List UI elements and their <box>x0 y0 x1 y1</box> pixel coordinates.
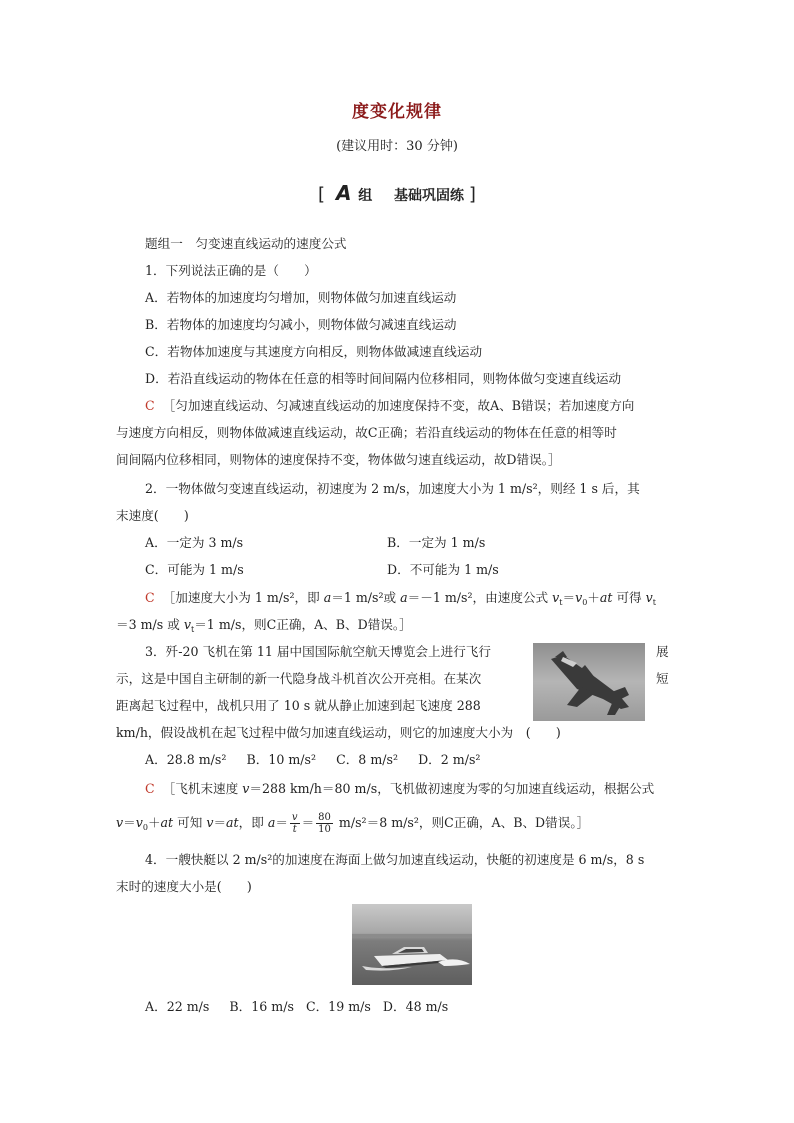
fraction-v-over-t: $\frac{v}{t}$ <box>291 812 298 835</box>
topic-heading: 题组一 匀变速直线运动的速度公式 <box>145 236 347 251</box>
q2-option-c: C．可能为 1 m/s <box>145 562 244 577</box>
q3-option-b: B．10 m/s² <box>246 752 317 767</box>
group-letter: A <box>335 181 352 205</box>
q4-option-d: D．48 m/s <box>382 999 449 1014</box>
q2-option-a: A．一定为 3 m/s <box>145 535 244 550</box>
q3-line1: 3．歼-20 飞机在第 11 届中国国际航空航天博览会上进行飞行 <box>145 644 491 659</box>
q3-option-c: C．8 m/s² <box>336 752 399 767</box>
q3-option-a: A．28.8 m/s² <box>145 752 227 767</box>
q1-option-d: D．若沿直线运动的物体在任意的相等时间间隔内位移相同，则物体做匀变速直线运动 <box>145 371 622 386</box>
bracket-open: [ <box>318 184 326 205</box>
q3-line3: 距离起飞过程中，战机只用了 10 s 就从静止加速到起飞速度 288 <box>116 698 481 713</box>
q3-explanation-line1: C ［飞机末速度 v＝288 km/h＝80 m/s，飞机做初速度为零的匀加速直线运动，根据公式 <box>145 781 655 796</box>
q2-explanation-line1: C ［加速度大小为 1 m/s²，即 a＝1 m/s²或 a＝－1 m/s²，由速度公式 $v_t=v_0+at$ 可得 $v_t$ <box>145 590 656 607</box>
q2-option-b: B．一定为 1 m/s <box>387 535 486 550</box>
q2-option-d: D．不可能为 1 m/s <box>387 562 499 577</box>
group-label: 组 <box>358 188 373 204</box>
q1-explanation-line2: 与速度方向相反，则物体做减速直线运动，故C正确；若沿直线运动的物体在任意的相等时 <box>116 425 617 440</box>
q2-stem-line1: 2．一物体做匀变速直线运动，初速度为 2 m/s，加速度大小为 1 m/s²，则经 1 s 后，其 <box>145 481 640 496</box>
q1-explanation-line1: C ［匀加速直线运动、匀减速直线运动的加速度保持不变，故A、B错误；若加速度方向 <box>145 398 635 413</box>
q1-option-b: B．若物体的加速度均匀减小，则物体做匀减速直线运动 <box>145 317 457 332</box>
q1-answer: C <box>145 398 155 413</box>
q4-line1: 4．一艘快艇以 2 m/s²的加速度在海面上做匀加速直线运动，快艇的初速度是 6 m/s，8 s <box>145 852 645 867</box>
q3-line4: km/h，假设战机在起飞过程中做匀加速直线运动，则它的加速度大小为 ( ) <box>116 725 561 740</box>
group-name: 基础巩固练 <box>394 188 465 204</box>
q2-stem-line2: 末速度( ) <box>116 508 189 523</box>
q3-line2: 示，这是中国自主研制的新一代隐身战斗机首次公开亮相。在某次 <box>116 671 482 686</box>
q2-answer: C <box>145 590 155 605</box>
q3-option-d: D．2 m/s² <box>418 752 481 767</box>
bracket-close: ] <box>468 184 476 205</box>
q1-option-a: A．若物体的加速度均匀增加，则物体做匀加速直线运动 <box>145 290 457 305</box>
q4-options <box>145 998 448 1016</box>
group-heading <box>0 181 794 205</box>
page-title: 度变化规律 <box>352 102 442 122</box>
q3-options <box>145 751 480 769</box>
q3-line1-end: 展 <box>656 644 669 659</box>
q1-stem: 1．下列说法正确的是（ ） <box>145 263 317 278</box>
fighter-jet-photo <box>533 643 645 721</box>
speedboat-photo <box>352 904 472 985</box>
q2-explanation-line2: ＝3 m/s 或 $v_t=1$ m/s，则C正确，A、B、D错误。］ <box>116 617 412 634</box>
q1-option-c: C．若物体加速度与其速度方向相反，则物体做减速直线运动 <box>145 344 483 359</box>
q4-option-b: B．16 m/s <box>229 999 294 1014</box>
q4-option-a: A．22 m/s <box>145 999 210 1014</box>
q3-line2-end: 短 <box>656 671 669 686</box>
q4-line2: 末时的速度大小是( ) <box>116 879 252 894</box>
q1-explanation-line3: 间间隔内位移相同，则物体的速度保持不变，物体做匀速直线运动，故D错误。］ <box>116 452 561 467</box>
fraction-80-over-10: $\frac{80}{10}$ <box>318 812 331 835</box>
q3-answer: C <box>145 781 155 796</box>
q3-explanation-line2: $v=v_0+at$ 可知 v＝at，即 a＝ $\frac{v}{t}$ ＝ $\frac{80}{10}$ m/s²＝8 m/s²，则C正确，A、B、D错误。］ <box>116 812 590 835</box>
q4-option-c: C．19 m/s <box>305 999 371 1014</box>
time-suggestion: (建议用时：30 分钟) <box>336 139 458 154</box>
